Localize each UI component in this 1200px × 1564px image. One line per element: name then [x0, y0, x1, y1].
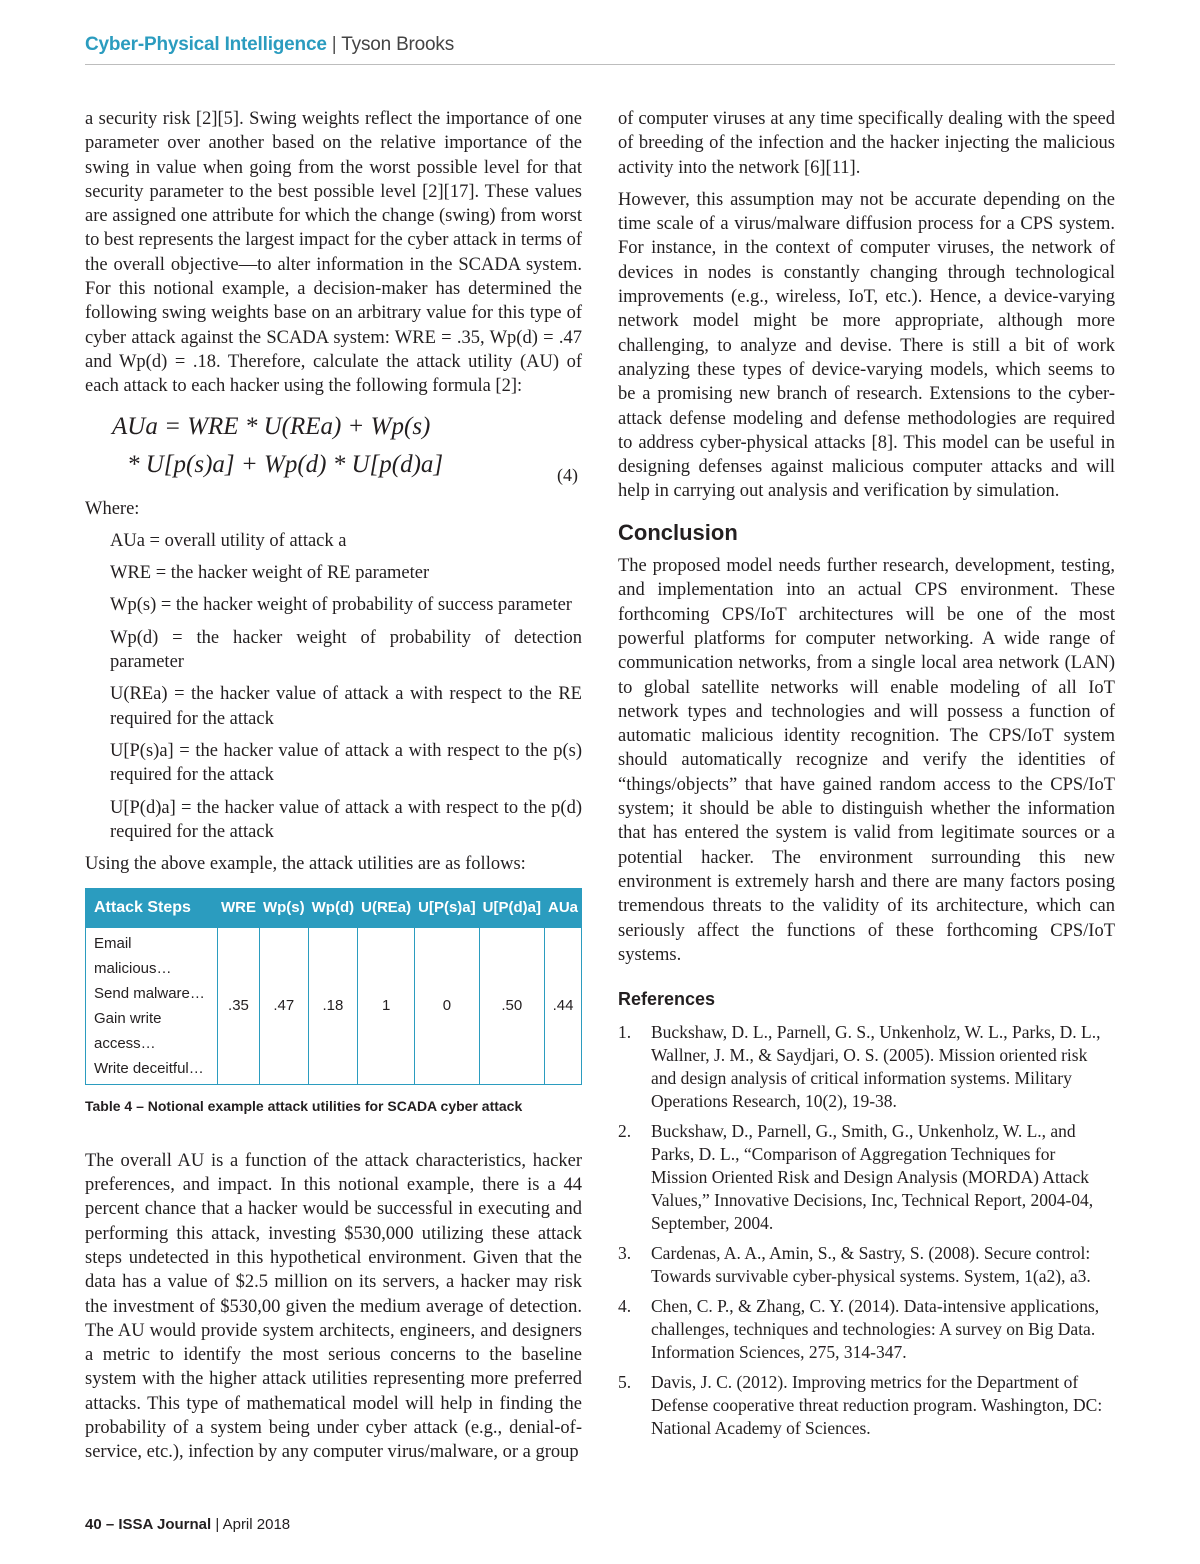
attack-step: Send malware…	[94, 985, 205, 1003]
table-row	[86, 928, 582, 1085]
left-paragraph-2: The overall AU is a function of the attack characteristics, hacker preferences, and impact. In this notional example, there is a 44 percent chance that a hacker would be successful in executing and performing this attack, investing $530,000 utilizing these attack steps undetected in this hypothetical environment. Given that the data has a value of $2.5 million on its servers, a hacker may risk the investment of $530,00 given the medium average of detection. The AU would provide system architects, engineers, and designers a metric to identify the most serious concerns to the baseline system with the higher attack utilities representing more preferred attacks. This type of mathematical model will help in finding the probability of a system being under cyber attack (e.g., denial-of-service, etc.), infection by any computer virus/malware, or a group	[85, 1150, 582, 1463]
references-list	[618, 1021, 1115, 1440]
conclusion-paragraph: The proposed model needs further research, development, testing, and implementation into an actual CPS environment. These forthcoming CPS/IoT architectures will be one of the most powerful platforms for computer networking. A wide range of communication networks, from a single local area network (LAN) to global satellite networks will enable modeling of all IoT network types and technologies and will possess a function of automatic malicious identity recognition. The CPS/IoT system should automatically recognize and verify the identities of “things/objects” that have gained random access to the CPS/IoT system; it should be able to distinguish whether the information that has entered the system is valid from legitimate sources or a potential hacker. The environment surrounding this new environment is extremely harsh and there are many factors posing tremendous threats to the validity of its architecture, which can seriously affect the functions of these forthcoming CPS/IoT systems.	[618, 556, 1115, 965]
references-heading: References	[618, 989, 716, 1010]
table-header-cell: WRE	[217, 889, 259, 928]
definition-item: U(REa) = the hacker value of attack a with respect to the RE required for the attack	[110, 684, 582, 729]
table-header-cell: U[P(s)a]	[415, 889, 480, 928]
reference-text: Chen, C. P., & Zhang, C. Y. (2014). Data-intensive applications, challenges, techniques and technologies: A survey on Big Data. Information Sciences, 275, 314-347.	[651, 1296, 1100, 1363]
right-paragraph-1: of computer viruses at any time specifically dealing with the speed of breeding of the infection and the hacker injecting the malicious activity into the network [6][11].	[618, 109, 1115, 178]
table-header-cell: Wp(s)	[259, 889, 308, 928]
right-column	[618, 107, 1115, 1447]
definition-item: U[P(d)a] = the hacker value of attack a with respect to the p(d) required for the attack	[110, 797, 582, 842]
table-cell: .50	[479, 928, 544, 1085]
reference-number: 2.	[618, 1121, 632, 1142]
definition-item: Wp(s) = the hacker weight of probability of success parameter	[110, 595, 572, 616]
definitions-list	[110, 529, 582, 844]
header-rule	[85, 64, 1115, 65]
reference-number: 3.	[618, 1243, 632, 1264]
list-item	[618, 1242, 1115, 1288]
conclusion-heading: Conclusion	[618, 519, 738, 545]
table-header-cell: Attack Steps	[86, 889, 218, 928]
table-cell: .44	[544, 928, 581, 1085]
table-header-cell: U(REa)	[358, 889, 415, 928]
formula-line-2: * U[p(s)a] + Wp(d) * U[p(d)a]	[127, 450, 444, 478]
left-paragraph-1: a security risk [2][5]. Swing weights reflect the importance of one parameter over another based on the relative importance of the swing in value when going from the worst possible level for that security parameter to the best possible level [2][17]. These values are assigned one attribute for which the change (swing) from worst to best represents the largest impact for the cyber attack in terms of the overall objective—to alter information in the SCADA system. For this notional example, a decision-maker has determined the following swing weights base on an arbitrary value for this type of cyber attack against the SCADA system: WRE = .35, Wp(d) = .47 and Wp(d) = .18. Therefore, calculate the attack utility (AU) of each attack to each hacker using the following formula [2]:	[85, 109, 582, 397]
header-brand: Cyber-Physical Intelligence	[85, 34, 327, 55]
attack-steps-cell	[86, 928, 218, 1085]
table-header-cell: AUa	[544, 889, 581, 928]
formula-line-1: AUa = WRE * U(REa) + Wp(s)	[112, 412, 431, 440]
list-item	[618, 1021, 1115, 1113]
list-item	[618, 1371, 1115, 1440]
definition-item: AUa = overall utility of attack a	[110, 530, 347, 551]
table-header-cell: U[P(d)a]	[479, 889, 544, 928]
definition-item: U[P(s)a] = the hacker value of attack a with respect to the p(s) required for the attack	[110, 740, 582, 786]
footer-page: 40 – ISSA Journal	[85, 1516, 212, 1533]
list-item	[618, 1120, 1115, 1235]
table-cell: 0	[415, 928, 480, 1085]
attack-step: Write deceitful…	[94, 1060, 204, 1078]
reference-text: Davis, J. C. (2012). Improving metrics for the Department of Defense cooperative threat reduction program. Washington, DC: National Academy of Sciences.	[651, 1372, 1103, 1439]
footer-separator: |	[215, 1516, 220, 1533]
reference-text: Buckshaw, D. L., Parnell, G. S., Unkenholz, W. L., Parks, D. L., Wallner, J. M., & Saydjari, O. S. (2005). Mission oriented risk and design analysis of critical information systems. Military Operations Research, 10(2), 19-38.	[651, 1022, 1101, 1112]
header-separator: |	[331, 34, 337, 55]
reference-text: Buckshaw, D., Parnell, G., Smith, G., Unkenholz, W. L., and Parks, D. L., “Comparison of Aggregation Techniques for Mission Oriented Risk and Design Analysis (MORDA) Attack Values,” Innovative Decisions, Inc, Technical Report, 2004-04, September, 2004.	[651, 1121, 1094, 1234]
reference-number: 1.	[618, 1022, 632, 1043]
definition-item: WRE = the hacker weight of RE parameter	[110, 563, 430, 584]
left-column	[85, 107, 582, 1465]
reference-number: 5.	[618, 1372, 632, 1393]
table-header-row	[86, 889, 582, 928]
where-label: Where:	[85, 498, 140, 519]
formula-4	[85, 411, 582, 497]
attack-step: Gain write access…	[94, 1010, 162, 1053]
table-cell: .47	[259, 928, 308, 1085]
example-intro: Using the above example, the attack utilities are as follows:	[85, 854, 526, 875]
running-header	[85, 34, 454, 56]
table-caption: Table 4 – Notional example attack utilities for SCADA cyber attack	[85, 1098, 523, 1115]
table-cell: .35	[217, 928, 259, 1085]
attack-utilities-table	[85, 888, 582, 1085]
attack-step: Email malicious…	[94, 935, 172, 978]
table-cell: 1	[358, 928, 415, 1085]
reference-text: Cardenas, A. A., Amin, S., & Sastry, S. (2008). Secure control: Towards survivable cyber-physical systems. System, 1(a2), a3.	[651, 1243, 1091, 1287]
right-paragraph-2: However, this assumption may not be accurate depending on the time scale of a virus/malware diffusion process for a CPS system. For instance, in the context of computer viruses, the network of devices in nodes is constantly changing through technological improvements (e.g., wireless, IoT, etc.). Hence, a device-varying network model might be more appropriate, although more challenging, to analyze and devise. There is still a bit of work analyzing these types of device-varying models, which seems to be a promising new branch of research. Extensions to the cyber-attack defense modeling and defense methodologies are required to address cyber-physical attacks [8]. This model can be useful in designing defenses against malicious computer attacks and will help in carrying out analysis and verification by simulation.	[618, 189, 1115, 502]
reference-number: 4.	[618, 1296, 632, 1317]
list-item	[618, 1295, 1115, 1364]
formula-number: (4)	[557, 464, 578, 485]
footer-date: April 2018	[222, 1516, 291, 1533]
header-author: Tyson Brooks	[341, 34, 455, 55]
page-footer	[85, 1516, 290, 1533]
definition-item: Wp(d) = the hacker weight of probability of detection parameter	[110, 627, 582, 673]
table-header-cell: Wp(d)	[308, 889, 357, 928]
table-cell: .18	[308, 928, 357, 1085]
